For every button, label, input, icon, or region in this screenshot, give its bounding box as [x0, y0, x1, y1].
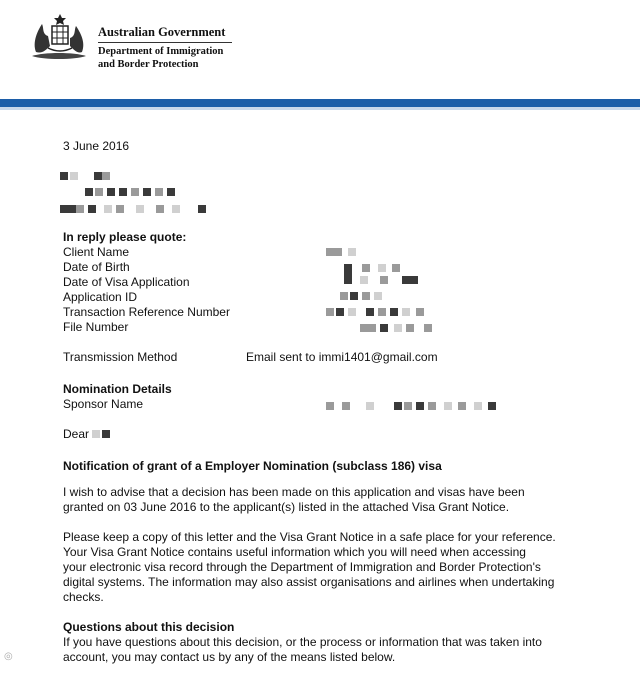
coat-of-arms-icon: [28, 12, 90, 64]
transmission-method-value: Email sent to immi1401@gmail.com: [246, 350, 438, 364]
file-number-label: File Number: [63, 320, 129, 334]
nomination-details-heading: Nomination Details: [63, 382, 172, 396]
government-title: Australian Government: [98, 25, 226, 39]
redacted-transaction-reference: [326, 308, 436, 316]
redacted-file-number: [360, 324, 440, 332]
paragraph-line: If you have questions about this decision, or the process or information that was taken into: [63, 635, 542, 649]
paragraph-line: checks.: [63, 590, 104, 604]
decision-paragraph: [63, 485, 623, 515]
questions-heading: Questions about this decision: [63, 620, 235, 634]
transmission-method-label: Transmission Method: [63, 350, 178, 364]
redacted-date-of-birth: [326, 264, 406, 272]
paragraph-line: granted on 03 June 2016 to the applicant(s) listed in the attached Visa Grant Notice.: [63, 500, 510, 514]
client-name-label: Client Name: [63, 245, 130, 259]
paragraph-line: Your Visa Grant Notice contains useful information which you will need when accessing: [63, 545, 526, 559]
application-id-label: Application ID: [63, 290, 138, 304]
salutation: Dear: [63, 427, 90, 441]
keep-copy-paragraph: [63, 530, 623, 605]
watermark-icon: ◎: [4, 651, 13, 662]
header-band: [0, 99, 640, 107]
department-line-2: and Border Protection: [98, 59, 199, 70]
visa-application-date-label: Date of Visa Application: [63, 275, 190, 289]
department-name: [98, 45, 223, 71]
title-divider: [98, 42, 232, 43]
paragraph-line: digital systems. The information may also assist organisations and airlines when undertaking: [63, 575, 555, 589]
redacted-address-line-2: [85, 188, 185, 196]
redacted-sponsor-name: [326, 402, 501, 410]
letterhead: [0, 0, 640, 100]
transaction-reference-label: Transaction Reference Number: [63, 305, 230, 319]
redacted-address-line-3: [60, 205, 210, 213]
date-of-birth-label: Date of Birth: [63, 260, 130, 274]
letter-subject: Notification of grant of a Employer Nomination (subclass 186) visa: [63, 459, 442, 473]
redacted-client-name: [326, 248, 376, 256]
paragraph-line: I wish to advise that a decision has been made on this application and visas have been: [63, 485, 525, 499]
letter-date: 3 June 2016: [63, 139, 130, 153]
paragraph-line: account, you may contact us by any of the means listed below.: [63, 650, 396, 664]
redacted-application-id: [340, 292, 400, 300]
questions-paragraph: [63, 635, 623, 665]
paragraph-line: your electronic visa record through the Department of Immigration and Border Protection's: [63, 560, 541, 574]
reply-quote-heading: In reply please quote:: [63, 230, 187, 244]
paragraph-line: Please keep a copy of this letter and the Visa Grant Notice in a safe place for your reference.: [63, 530, 556, 544]
redacted-recipient-name: [92, 430, 112, 438]
header-band-shadow: [0, 107, 640, 110]
redacted-application-date: [326, 276, 426, 284]
redacted-address-line-1: [60, 172, 120, 180]
sponsor-name-label: Sponsor Name: [63, 397, 144, 411]
department-line-1: Department of Immigration: [98, 46, 224, 57]
